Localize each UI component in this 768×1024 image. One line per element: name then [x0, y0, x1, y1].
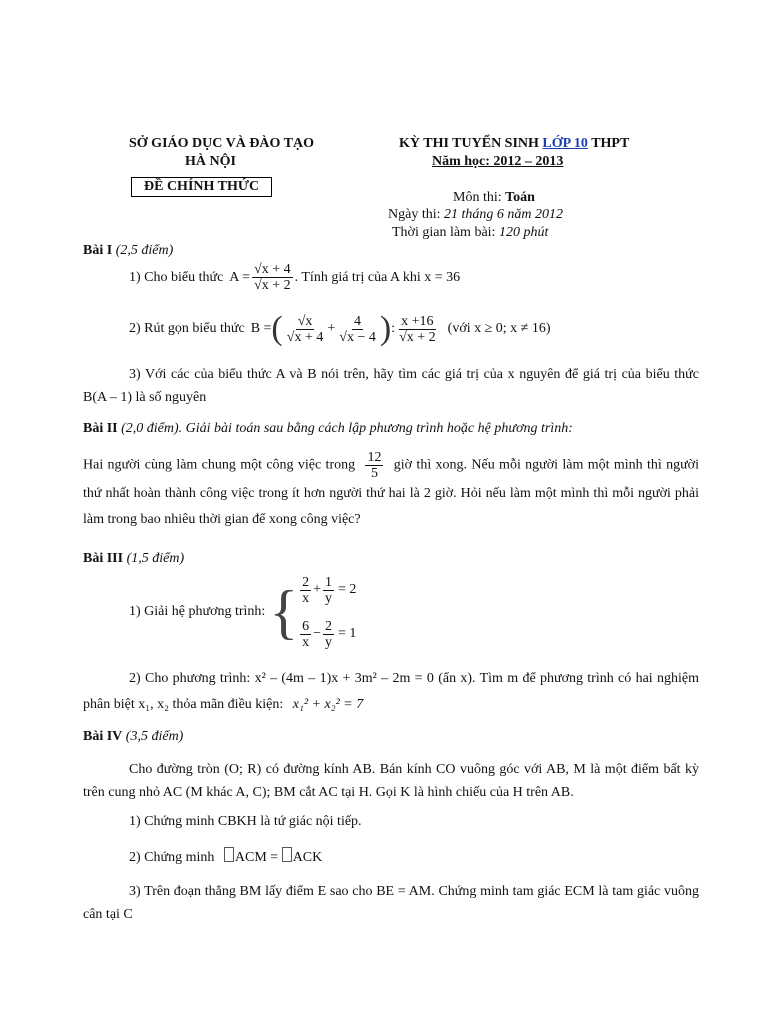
school-year: Năm học: 2012 – 2013 — [432, 154, 564, 169]
bai4-q2 — [129, 847, 322, 866]
bai3-heading — [83, 551, 184, 567]
q2-frac1: $\frac{√x}{√x + 4}$ — [286, 313, 324, 345]
angle-icon — [224, 847, 234, 862]
q2-f3-den: x + 2 — [406, 329, 436, 345]
q2-f1-num: x — [305, 313, 313, 329]
q2-f2-num: 4 — [354, 313, 362, 329]
q2-cond: (với x ≥ 0; x ≠ 16) — [447, 321, 551, 336]
time-label: Thời gian làm bài: — [392, 225, 496, 240]
bai3-q2-line1: 2) Cho phương trình: x² – (4m – 1)x + 3m² – 2m = 0 (ẩn x). Tìm m để phương trình có hai — [129, 671, 653, 686]
bai4-q3: 3) Trên đoạn thẳng BM lấy điểm E sao cho BE = AM. Chứng minh tam giác ECM là tam giác vuông cân tại C — [83, 884, 699, 922]
q1-fraction: $\frac{√x + 4}{√x + 2}$ — [254, 262, 291, 293]
exam-title — [399, 136, 629, 152]
q1-den: x + 2 — [261, 278, 291, 293]
q1-A: A = — [229, 269, 251, 285]
subject-value: Toán — [505, 190, 535, 205]
bai2-text-after: giờ thì xong. Nếu mỗi người làm một mình thì người thứ nhất hoàn thành công việc trong ít hơn người thứ hai là 2 giờ. Hỏi nếu làm một mình thì mỗi người phải làm trong bao nhiêu thời gian để xong công việc? — [83, 457, 699, 527]
bai2-body — [83, 450, 699, 533]
bai1-q3: 3) Với các của biểu thức A và B nói trên, hãy tìm các giá trị của x nguyên để giá trị của biểu thức B(A – 1) là số nguyên — [83, 367, 699, 405]
bai2-title: Bài II — [83, 421, 118, 436]
date-line — [388, 207, 563, 223]
official-badge: ĐỀ CHÍNH THỨC — [131, 177, 272, 197]
bai3-q2-line2-prefix: nghiệm phân biệt x₁, x₂ thỏa mãn điều kiện: — [83, 671, 700, 712]
bai3-title: Bài III — [83, 551, 124, 566]
bai2-heading — [83, 421, 573, 437]
bai4-q2-rhs: ACK — [292, 850, 323, 865]
system-brace: { — [269, 579, 299, 645]
q2-colon: : — [391, 321, 396, 336]
bai1-heading — [83, 243, 173, 259]
bai2-text-before: Hai người cùng làm chung một công việc trong — [83, 457, 356, 473]
bai3-q1-label: 1) Giải hệ phương trình: — [129, 604, 266, 619]
subject-line — [453, 190, 535, 206]
dept-line1: SỞ GIÁO DỤC VÀ ĐÀO TẠO — [129, 136, 315, 151]
bai3-q1 — [129, 568, 356, 656]
exam-grade: LỚP 10 — [542, 136, 588, 151]
q2-B: B = — [250, 321, 272, 336]
time-line — [392, 225, 548, 241]
q1-num: x + 4 — [261, 262, 291, 277]
bai4-title: Bài IV — [83, 729, 123, 744]
subject-label: Môn thi: — [453, 190, 502, 205]
q2-f3-num: x +16 — [401, 313, 434, 329]
bai2-frac-den: 5 — [370, 466, 378, 481]
bai3-q2 — [83, 666, 699, 718]
bai4-q1: 1) Chứng minh CBKH là tứ giác nội tiếp. — [129, 814, 362, 829]
bai4-q2-lhs: ACM — [234, 850, 267, 865]
equation-1: $\frac{2}{x}$ + $\frac{1}{y}$ = 2 — [302, 574, 357, 606]
bai4-heading — [83, 729, 183, 745]
date-label: Ngày thi: — [388, 207, 441, 222]
date-value: 21 tháng 6 năm 2012 — [444, 207, 563, 222]
bai3-q2-cond: x₁² + x₂² = 7 — [292, 697, 364, 712]
exam-prefix: KỲ THI TUYỂN SINH — [399, 136, 539, 151]
bai3-points: (1,5 điểm) — [126, 551, 185, 566]
dept-line2: HÀ NỘI — [185, 154, 236, 169]
bai4-points: (3,5 điểm) — [125, 729, 184, 744]
equation-2: $\frac{6}{x}$ − $\frac{2}{y}$ = 1 — [302, 618, 357, 650]
q2-frac2: $\frac{4}{√x - 4}$ — [339, 313, 376, 345]
q1-suffix: . Tính giá trị của A khi x = 36 — [294, 269, 461, 285]
left-paren: ( — [271, 310, 283, 347]
bai4-q2-prefix: 2) Chứng minh — [129, 850, 215, 865]
equation-system — [298, 568, 356, 656]
bai2-intro: (2,0 điểm). Giải bài toán sau bằng cách lập phương trình hoặc hệ phương trình: — [121, 421, 573, 436]
time-value: 120 phút — [498, 225, 549, 240]
exam-suffix: THPT — [591, 136, 630, 151]
q2-f2-den: x − 4 — [346, 329, 376, 345]
q2-plus: + — [327, 321, 336, 336]
q2-prefix: 2) Rút gọn biểu thức — [129, 321, 245, 336]
q1-prefix: 1) Cho biểu thức — [129, 269, 224, 285]
q2-frac3: $\frac{x +16}{√x + 2}$ — [399, 313, 436, 345]
bai1-q1 — [129, 262, 460, 293]
bai2-fraction — [365, 450, 383, 481]
bai4-intro: Cho đường tròn (O; R) có đường kính AB. Bán kính CO vuông góc với AB, M là một điểm bất kỳ trên cung nhỏ AC (M khác A, C); BM cắt AC tại H. Gọi K là hình chiếu của H trên AB. — [83, 762, 699, 800]
angle-icon — [282, 847, 292, 862]
q2-f1-den: x + 4 — [294, 329, 324, 345]
bai4-q2-eq: = — [270, 850, 279, 865]
bai1-title: Bài I — [83, 243, 113, 258]
bai1-points: (2,5 điểm) — [115, 243, 174, 258]
right-paren: ) — [379, 310, 392, 347]
bai2-frac-num: 12 — [367, 450, 382, 465]
bai1-q2 — [129, 312, 551, 346]
